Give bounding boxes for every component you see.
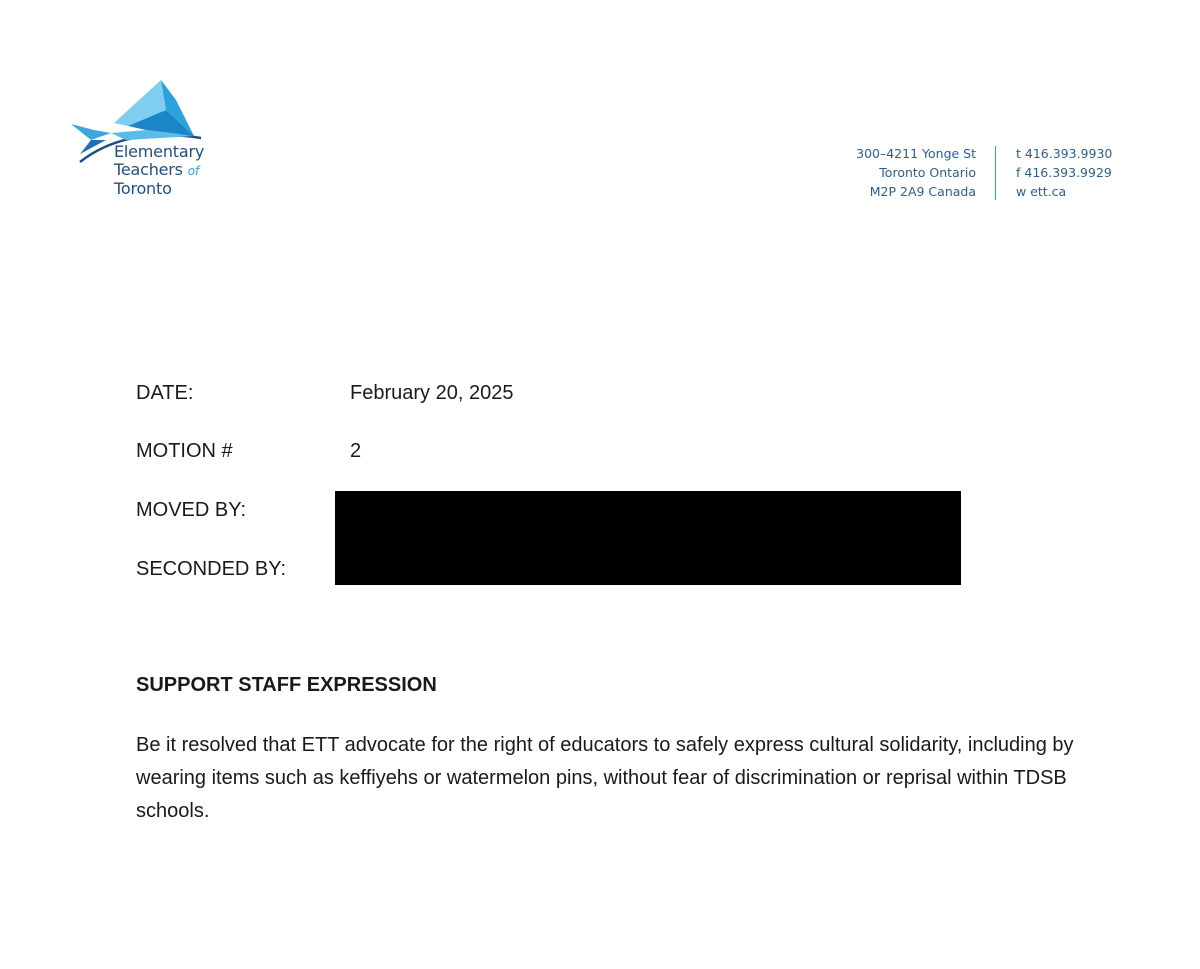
contact-address (856, 144, 976, 201)
seconded-by-label: SECONDED BY: (136, 558, 287, 580)
contact-divider (995, 146, 996, 200)
address-line-3: M2P 2A9 Canada (869, 184, 976, 199)
contact-phones (1016, 144, 1112, 201)
web-line: w ett.ca (1016, 184, 1067, 199)
address-line-2: Toronto Ontario (879, 165, 976, 180)
date-label: DATE: (136, 382, 194, 404)
address-line-1: 300–4211 Yonge St (856, 146, 976, 161)
logo-line-1: Elementary (114, 142, 205, 161)
fax-line: f 416.393.9929 (1016, 165, 1112, 180)
moved-by-label: MOVED BY: (136, 499, 247, 521)
redaction-box (335, 491, 961, 585)
logo-of: of (187, 164, 199, 178)
resolution-heading: SUPPORT STAFF EXPRESSION (136, 674, 437, 696)
motion-number-value: 2 (350, 440, 362, 462)
logo-line-2: Teachers of (114, 160, 199, 179)
date-value: February 20, 2025 (350, 382, 514, 404)
logo-wordmark (114, 143, 204, 198)
ett-logo (66, 78, 226, 203)
phone-line: t 416.393.9930 (1016, 146, 1113, 161)
resolution-text: Be it resolved that ETT advocate for the right of educators to safely express cultural solidarity, including by wearing items such as keffiyehs or watermelon pins, without fear of discrimination or reprisal within TDSB schools. (136, 734, 1074, 822)
logo-line-3: Toronto (114, 179, 172, 198)
motion-number-label: MOTION # (136, 440, 233, 462)
